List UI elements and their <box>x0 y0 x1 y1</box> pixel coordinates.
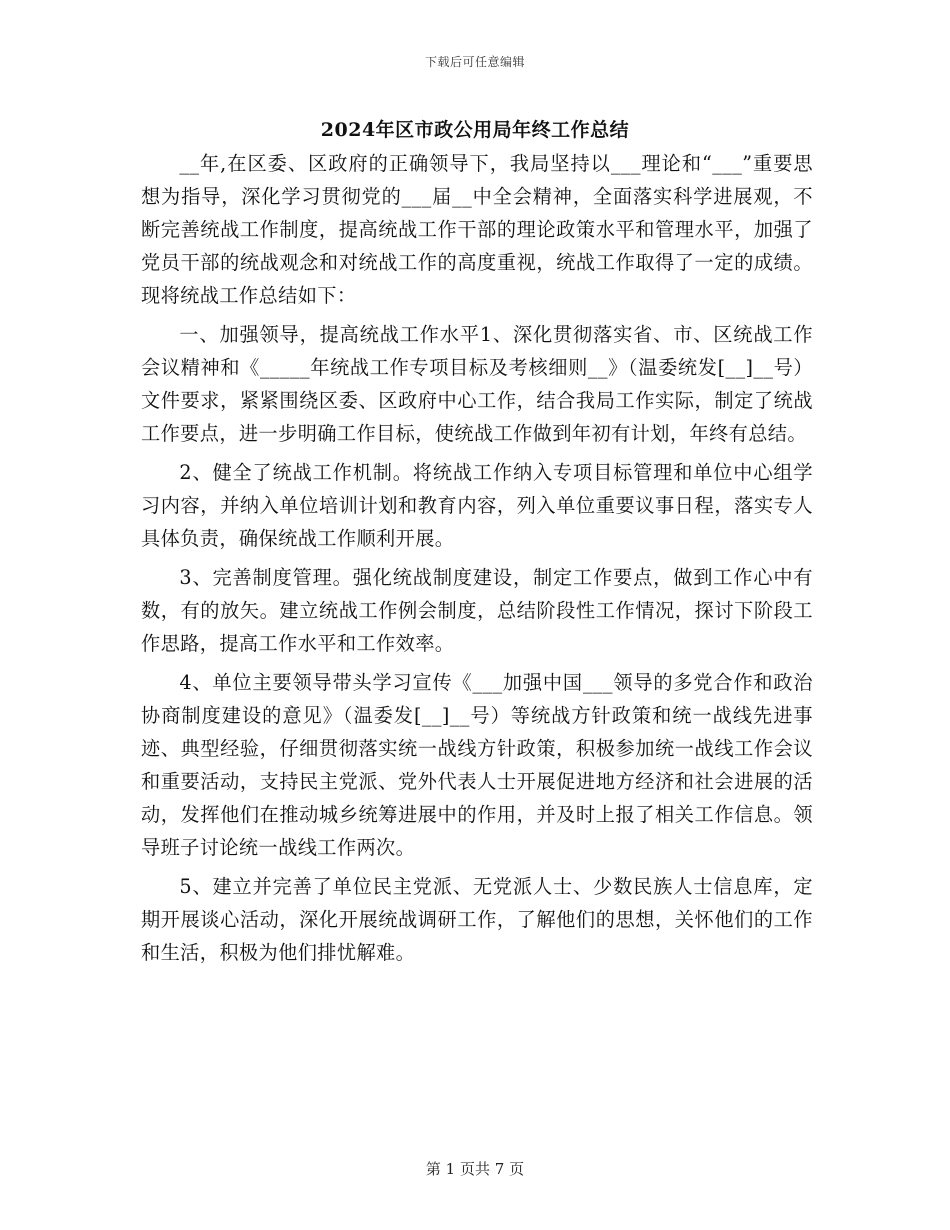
paragraph-item-4: 4、单位主要领导带头学习宣传《___加强中国___领导的多党合作和政治协商制度建设的意见》（温委发[__]__号）等统战方针政策和统一战线先进事迹、典型经验，仔细贯彻落实统一战线方针政策，积极参加统一战线工作会议和重要活动，支持民主党派、党外代表人士开展促进地方经济和社会进展的活动，发挥他们在推动城乡统筹进展中的作用，并及时上报了相关工作信息。领导班子讨论统一战线工作两次。 <box>141 671 813 859</box>
document-body <box>141 147 813 975</box>
paragraph-section-1: 一、加强领导，提高统战工作水平1、深化贯彻落实省、市、区统战工作会议精神和《_____年统战工作专项目标及考核细则__》（温委统发[__]__号）文件要求，紧紧围绕区委、区政府中心工作，结合我局工作实际，制定了统战工作要点，进一步明确工作目标，使统战工作做到年初有计划，年终有总结。 <box>141 323 813 445</box>
document-title: 2024年区市政公用局年终工作总结 <box>320 119 630 141</box>
paragraph-item-3: 3、完善制度管理。强化统战制度建设，制定工作要点，做到工作心中有数，有的放矢。建立统战工作例会制度，总结阶段性工作情况，探讨下阶段工作思路，提高工作水平和工作效率。 <box>141 566 813 655</box>
page-number: 第 1 页共 7 页 <box>425 1160 525 1178</box>
page-header-note: 下载后可任意编辑 <box>424 55 525 69</box>
paragraph-item-5: 5、建立并完善了单位民主党派、无党派人士、少数民族人士信息库，定期开展谈心活动，深化开展统战调研工作，了解他们的思想，关怀他们的工作和生活，积极为他们排忧解难。 <box>141 875 813 964</box>
paragraph-intro: __年,在区委、区政府的正确领导下，我局坚持以___理论和“___”重要思想为指导，深化学习贯彻党的___届__中全会精神，全面落实科学进展观，不断完善统战工作制度，提高统战工作干部的理论政策水平和管理水平，加强了党员干部的统战观念和对统战工作的高度重视，统战工作取得了一定的成绩。现将统战工作总结如下： <box>141 152 813 307</box>
paragraph-item-2: 2、健全了统战工作机制。将统战工作纳入专项目标管理和单位中心组学习内容，并纳入单位培训计划和教育内容，列入单位重要议事日程，落实专人具体负责，确保统战工作顺利开展。 <box>141 461 813 550</box>
